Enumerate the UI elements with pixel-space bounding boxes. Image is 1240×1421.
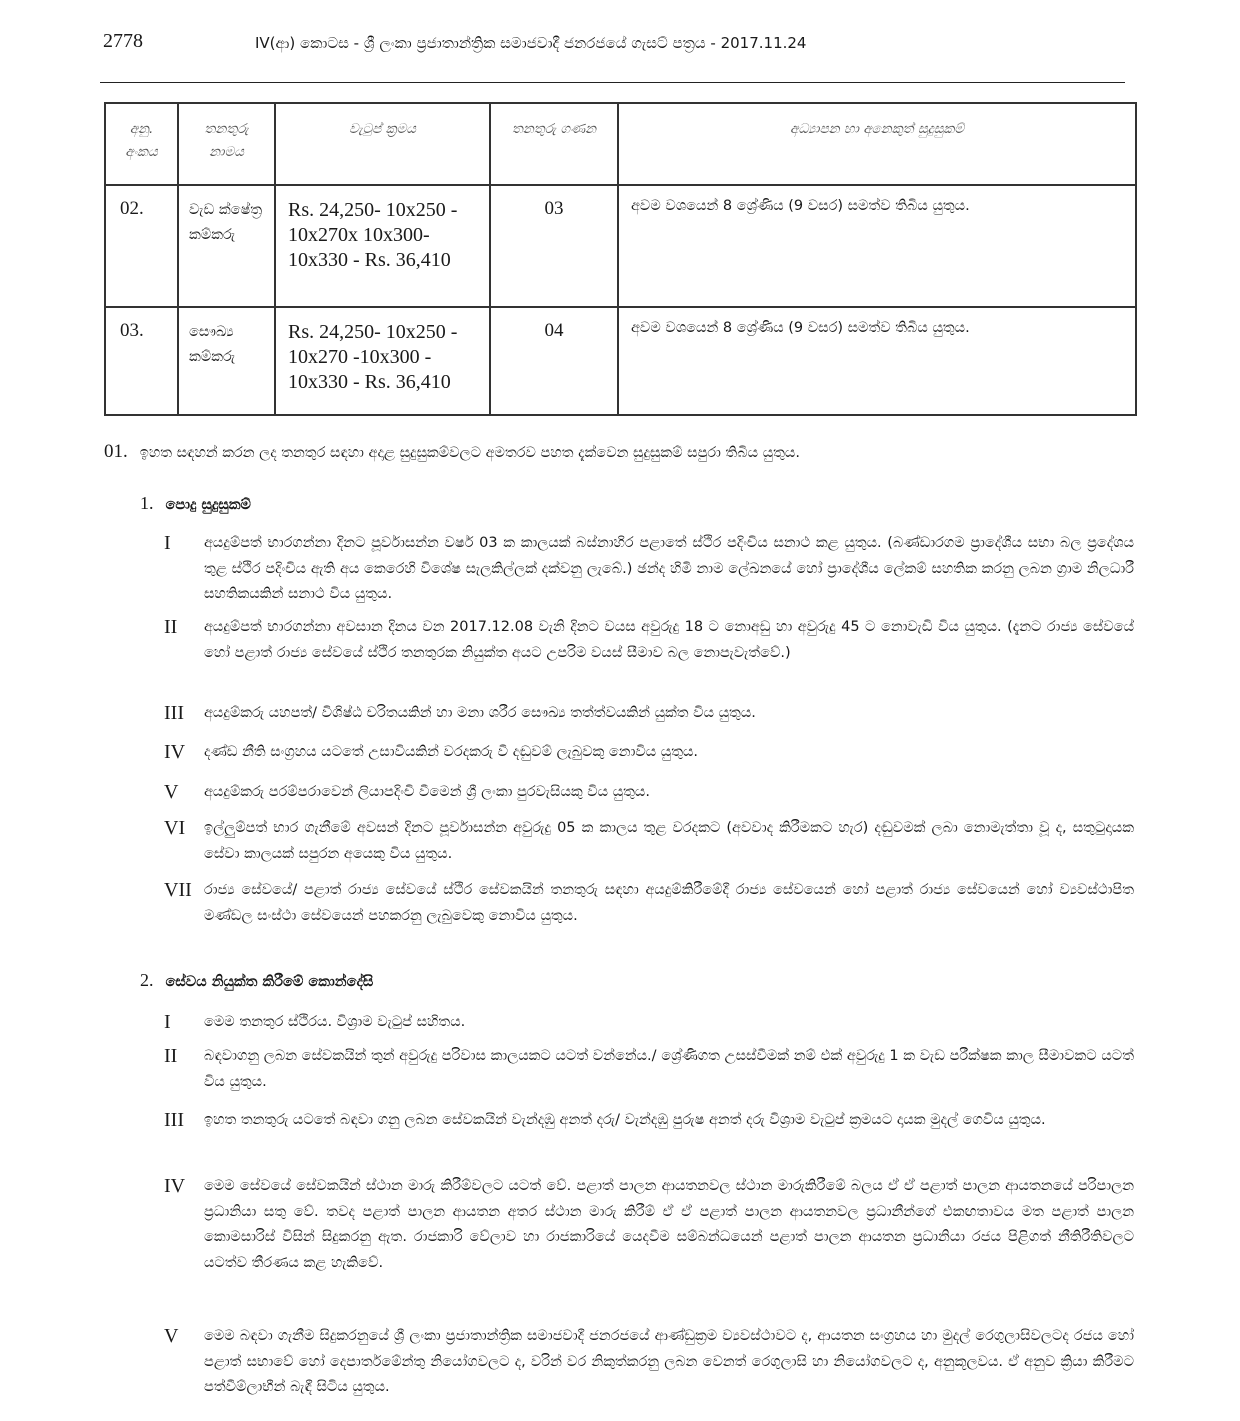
list-item	[164, 531, 1134, 608]
list-item	[164, 740, 1134, 766]
item-text: බඳවාගනු ලබන සේවකයින් තුන් අවුරුදු පරිවාස කාලයකට යටත් වන්නේය./ ශ්‍රේණිගත උසස්වීමක් නම් එක් අවුරුදු 1 ක වැඩ පරීක්ෂක කාල සීමාවකට යටත් විය යුතුය.	[204, 1048, 1134, 1090]
header-divider	[100, 82, 1125, 83]
list-item	[164, 1174, 1134, 1276]
page-number: 2778	[103, 30, 143, 52]
header-qualifications: අධ්‍යාපන හා අනෙකුත් සුදුසුකම්	[618, 103, 1136, 185]
table-header-row	[105, 103, 1136, 185]
list-item	[164, 1324, 1134, 1401]
item-roman-numeral: II	[164, 1045, 178, 1067]
table-row	[105, 185, 1136, 307]
item-roman-numeral: III	[164, 702, 184, 724]
row-vacancy-count: 03	[490, 185, 618, 307]
item-text: මෙම තනතුර ස්ථිරය. විශ්‍රාම වැටුප් සහිතය.	[204, 1014, 466, 1030]
header-vacancy-count: තනතුරු ගණන	[490, 103, 618, 185]
row-qualification: අවම වශයෙන් 8 ශ්‍රේණිය (9 වසර) සමත්ව තිබිය යුතුය.	[618, 185, 1136, 307]
section-number: 1.	[140, 493, 154, 513]
list-item	[164, 780, 1134, 806]
row-serial-no: 03.	[105, 307, 178, 415]
note-text: ඉහත සඳහන් කරන ලද තනතුර සඳහා අදාළ සුදුසුකම්වලට අමතරව පහත දැක්වෙන සුදුසුකම් සපුරා තිබිය යුතුය.	[139, 445, 800, 461]
row-vacancy-count: 04	[490, 307, 618, 415]
list-item	[164, 1010, 1134, 1036]
row-post-name: වැඩ ක්ෂේත්‍ර කම්කරු	[178, 185, 275, 307]
item-roman-numeral: I	[164, 1011, 171, 1033]
row-salary-scale: Rs. 24,250- 10x250 - 10x270x 10x300- 10x330 - Rs. 36,410	[275, 185, 490, 307]
row-salary-scale: Rs. 24,250- 10x250 - 10x270 -10x300 - 10x330 - Rs. 36,410	[275, 307, 490, 415]
item-roman-numeral: I	[164, 532, 171, 554]
section-heading-general-qualifications	[140, 493, 251, 514]
item-text: අයදුම්පත් භාරගන්නා දිනට පූර්වාසන්න වර්ෂ 03 ක කාලයක් බස්නාහිර පළාතේ ස්ථිර පදිංචිය සනාථ කළ යුතුය. (බණ්ඩාරගම ප්‍රාදේශීය සභා බල ප්‍රදේශය තුළ ස්ථිර පදිංචිය ඇති අය කෙරෙහි විශේෂ සැලකිල්ලක් දක්වනු ලැබේ.) ඡන්ද හිමි නාම ලේඛනයේ හෝ ප්‍රාදේශීය ලේකම් සහතික කරනු ලබන ග්‍රාම නිලධාරී සහතිකයකින් සනාථ විය යුතුය.	[204, 535, 1134, 602]
table-row	[105, 307, 1136, 415]
header-serial-no: අනු. අංකය	[105, 103, 178, 185]
header-salary-scale: වැටුප් ක්‍රමය	[275, 103, 490, 185]
item-roman-numeral: V	[164, 781, 179, 803]
list-item	[164, 816, 1134, 867]
note-number: 01.	[104, 441, 128, 462]
row-qualification: අවම වශයෙන් 8 ශ්‍රේණිය (9 වසර) සමත්ව තිබිය යුතුය.	[618, 307, 1136, 415]
list-item	[164, 615, 1134, 666]
requirements-table	[104, 102, 1137, 416]
item-text: දණ්ඩ නීති සංග්‍රහය යටතේ උසාවියකින් වරදකරු වී දඬුවම් ලැබුවකු නොවිය යුතුය.	[204, 744, 699, 760]
header-post-name: තනතුරු නාමය	[178, 103, 275, 185]
item-text: ඉහත තනතුරු යටතේ බඳවා ගනු ලබන සේවකයින් වැන්දඹු අනත් දරු/ වැන්දඹු පුරුෂ අනත් දරු විශ්‍රාම වැටුප් ක්‍රමයට දායක මුදල් ගෙවිය යුතුය.	[204, 1112, 1046, 1128]
item-roman-numeral: V	[164, 1325, 179, 1347]
item-text: ඉල්ලුම්පත් භාර ගැනීමේ අවසන් දිනට පූර්වාසන්න අවුරුදු 05 ක කාලය තුළ වරදකට (අවවාද කිරීමකට හැර) දඬුවමක් ලබා නොමැත්තා වූ ද, සතුටුදායක සේවා කාලයක් සපුරන අයෙකු විය යුතුය.	[204, 820, 1134, 862]
item-text: අයදුම්කරු යහපත්/ විශිෂ්ඨ චරිතයකින් හා මනා ශරීර සෞඛ්‍ය තත්ත්වයකින් යුක්ත විය යුතුය.	[204, 705, 756, 721]
row-serial-no: 02.	[105, 185, 178, 307]
item-roman-numeral: III	[164, 1109, 184, 1131]
section-title: සේවය නියුක්ත කිරීමේ කොන්දේසි	[165, 974, 374, 990]
list-item	[164, 1108, 1134, 1134]
row-post-name: සෞඛ්‍ය කම්කරු	[178, 307, 275, 415]
section-title: පොදු සුදුසුකම්	[165, 497, 251, 513]
page-header	[0, 0, 1240, 90]
item-text: අයදුම්කරු පරම්පරාවෙන් ලියාපදිංචි වීමෙන් ශ්‍රී ලංකා පුරවැසියකු විය යුතුය.	[204, 784, 650, 800]
item-roman-numeral: VII	[164, 879, 192, 901]
item-text: මෙම බඳවා ගැනීම සිදුකරනුයේ ශ්‍රී ලංකා ප්‍රජාතාන්ත්‍රික සමාජවාදී ජනරජයේ ආණ්ඩුක්‍රම ව්‍යවස්ථාවට ද, ආයතන සංග්‍රහය හා මුදල් රෙගුලාසිවලටද රජය හෝ පළාත් සභාවේ හෝ දෙපාර්තමේන්තු නියෝගවලට ද, වරින් වර නිකුත්කරනු ලබන වෙනත් රෙගුලාසි හා නියෝගවලට ද, අනුකූලවය. ඒ අනුව ක්‍රියා කිරීමට පත්වීම්ලාභීන් බැඳී සිටිය යුතුය.	[204, 1328, 1134, 1395]
item-text: අයදුම්පත් භාරගන්නා අවසාන දිනය වන 2017.12.08 වැනි දිනට වයස අවුරුදු 18 ට නොඅඩු හා අවුරුදු 45 ට නොවැඩි විය යුතුය. (දැනට රාජ්‍ය සේවයේ හෝ පළාත් රාජ්‍ය සේවයේ ස්ථිර තනතුරක නියුක්ත අයට උපරිම වයස් සීමාව බල නොපැවැත්වේ.)	[204, 619, 1134, 661]
list-item	[164, 878, 1134, 929]
item-roman-numeral: II	[164, 616, 178, 638]
item-text: රාජ්‍ය සේවයේ/ පළාත් රාජ්‍ය සේවයේ ස්ථිර සේවකයින් තනතුරු සඳහා අයදුම්කිරීමේදී රාජ්‍ය සේවයෙන් හෝ පළාත් රාජ්‍ය සේවයෙන් හෝ ව්‍යවස්ථාපිත මණ්ඩල සංස්ථා සේවයෙන් පහකරනු ලැබුවෙකු නොවිය යුතුය.	[204, 882, 1134, 924]
section-number: 2.	[140, 970, 154, 990]
list-item	[164, 1044, 1134, 1095]
item-roman-numeral: IV	[164, 741, 186, 763]
gazette-header-title: IV(ආ) කොටස - ශ්‍රී ලංකා ප්‍රජාතාන්ත්‍රික සමාජවාදී ජනරජයේ ගැසට් පත්‍රය - 2017.11.24	[255, 34, 807, 52]
section-heading-employment-conditions	[140, 970, 373, 991]
item-roman-numeral: IV	[164, 1175, 186, 1197]
additional-requirements-note	[104, 441, 1134, 463]
item-roman-numeral: VI	[164, 817, 186, 839]
list-item	[164, 701, 1134, 727]
item-text: මෙම සේවයේ සේවකයින් ස්ථාන මාරු කිරීම්වලට යටත් වේ. පළාත් පාලන ආයතනවල ස්ථාන මාරුකිරීමේ බලය ඒ ඒ පළාත් පාලන ආයතනයේ පරිපාලන ප්‍රධානියා සතු වේ. තවද පළාත් පාලන ආයතන අතර ස්ථාන මාරු කිරීම් ඒ ඒ පළාත් පාලන ආයතනවල ප්‍රධානීන්ගේ එකඟතාවය මත පළාත් පාලන කොමසාරිස් විසින් සිදුකරනු ඇත. රාජකාරි වේලාව හා රාජකාරියේ යෙදවීම සම්බන්ධයෙන් පළාත් පාලන ආයතන ප්‍රධානියා රජය පිළිගත් නීතිරීතිවලට යටත්ව තීරණය කළ හැකිවේ.	[204, 1178, 1134, 1271]
